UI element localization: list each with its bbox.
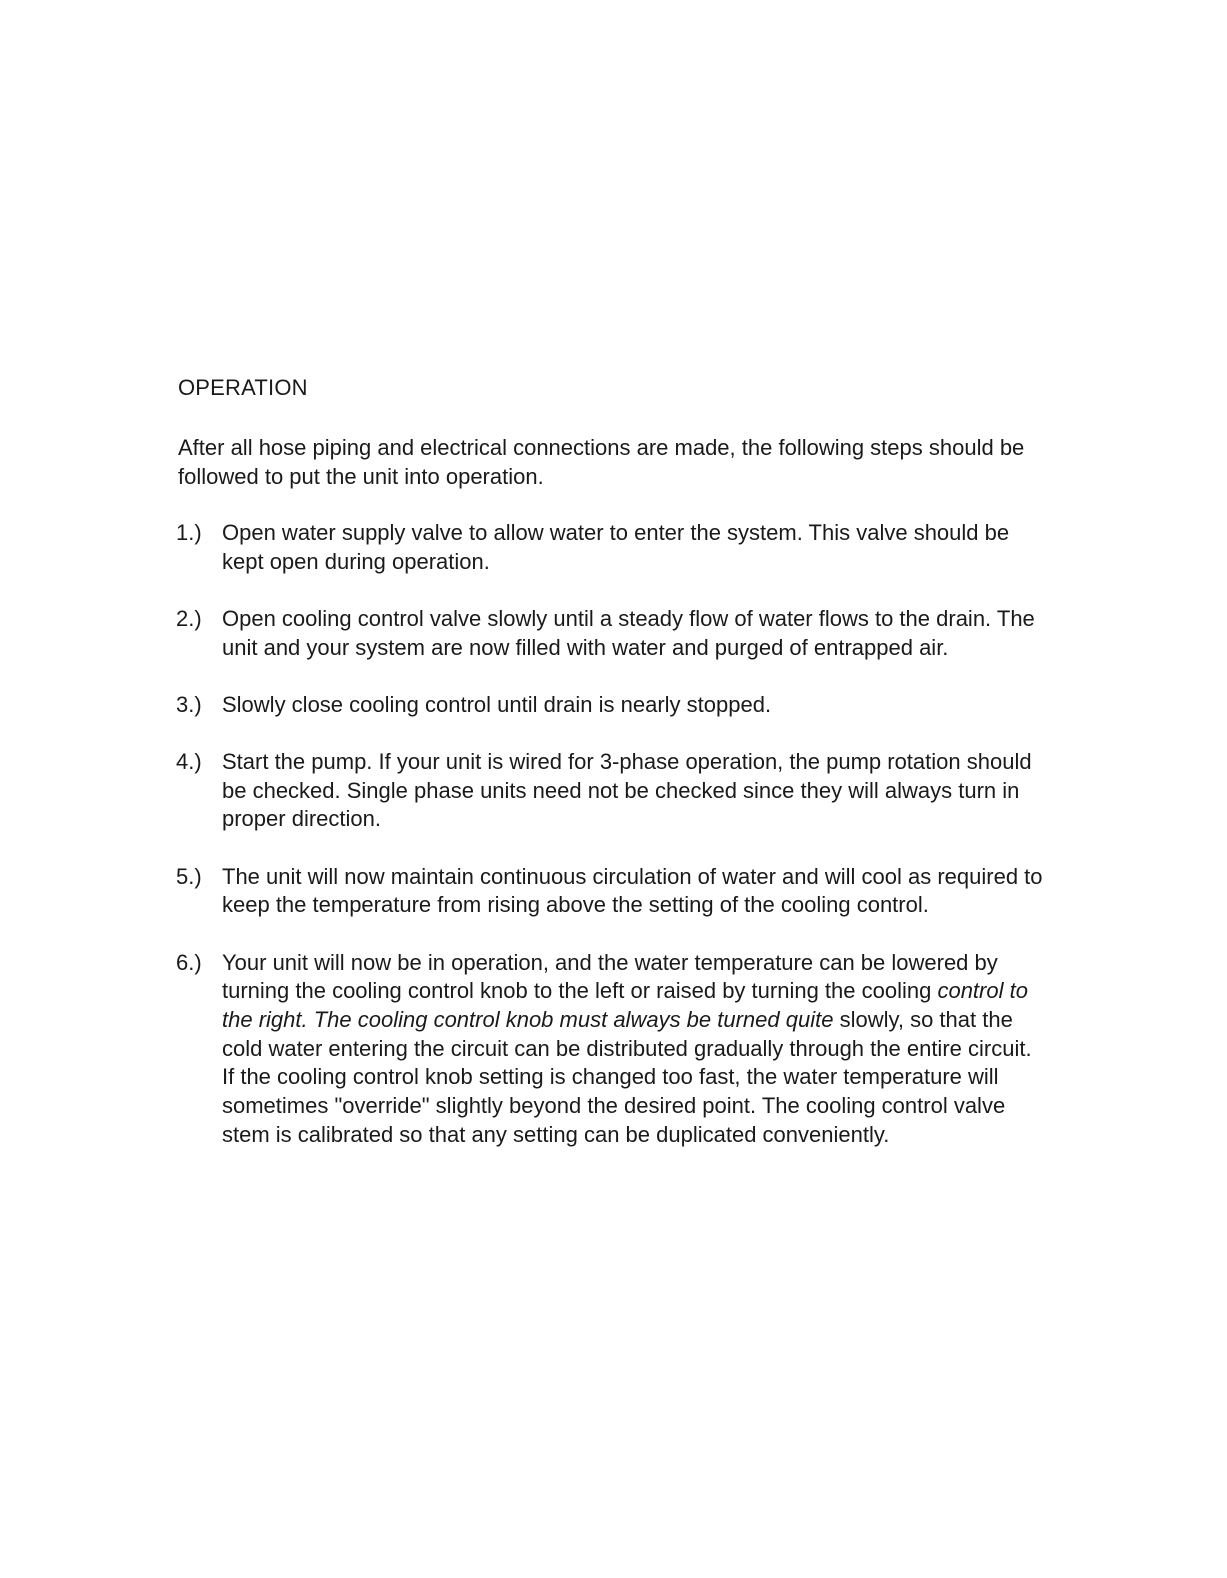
step-number: 5.) bbox=[176, 863, 202, 889]
step-item bbox=[176, 748, 1046, 834]
step-number: 2.) bbox=[176, 605, 202, 631]
steps-list bbox=[176, 519, 1046, 1178]
step-text: Start the pump. If your unit is wired for 3-phase operation, the pump rotation should be checked. Single phase units need not be checked since they will always turn in proper direction. bbox=[222, 749, 1032, 832]
section-heading: OPERATION bbox=[178, 375, 308, 400]
step-number: 1.) bbox=[176, 520, 202, 545]
step-number: 4.) bbox=[176, 749, 202, 775]
step-item bbox=[176, 605, 1046, 662]
step-item bbox=[176, 863, 1046, 920]
step-text: Open water supply valve to allow water to enter the system. This valve should be kept open during operation. bbox=[222, 520, 1010, 574]
step-number: 3.) bbox=[176, 691, 202, 717]
step-item bbox=[176, 519, 1046, 576]
step-item bbox=[176, 949, 1046, 1150]
step-text bbox=[222, 949, 1046, 1150]
step-text-part: slowly, so that the cold water entering the circuit can be distributed gradually through the entire circuit. If the cooling control knob setting is changed too fast, the water temperature will sometimes "override" slightly beyond the desired point. The cooling control valve stem is calibrated so that any setting can be duplicated conveniently. bbox=[222, 1006, 1032, 1147]
step-number: 6.) bbox=[176, 949, 202, 975]
step-text-part: Your unit will now be in operation, and the water temperature can be lowered by turning the cooling control knob to the left or raised by turning the cooling bbox=[222, 949, 998, 1004]
step-item bbox=[176, 691, 1046, 720]
step-text-italic: control to the right. The cooling control knob must always be turned quite bbox=[222, 978, 1028, 1032]
step-text: The unit will now maintain continuous circulation of water and will cool as required to keep the temperature from rising above the setting of the cooling control. bbox=[222, 863, 1043, 918]
step-text: Open cooling control valve slowly until a steady flow of water flows to the drain. The unit and your system are now filled with water and purged of entrapped air. bbox=[222, 605, 1035, 660]
step-text: Slowly close cooling control until drain is nearly stopped. bbox=[222, 691, 772, 717]
intro-paragraph: After all hose piping and electrical connections are made, the following steps should be followed to put the unit into operation. bbox=[178, 435, 1025, 489]
